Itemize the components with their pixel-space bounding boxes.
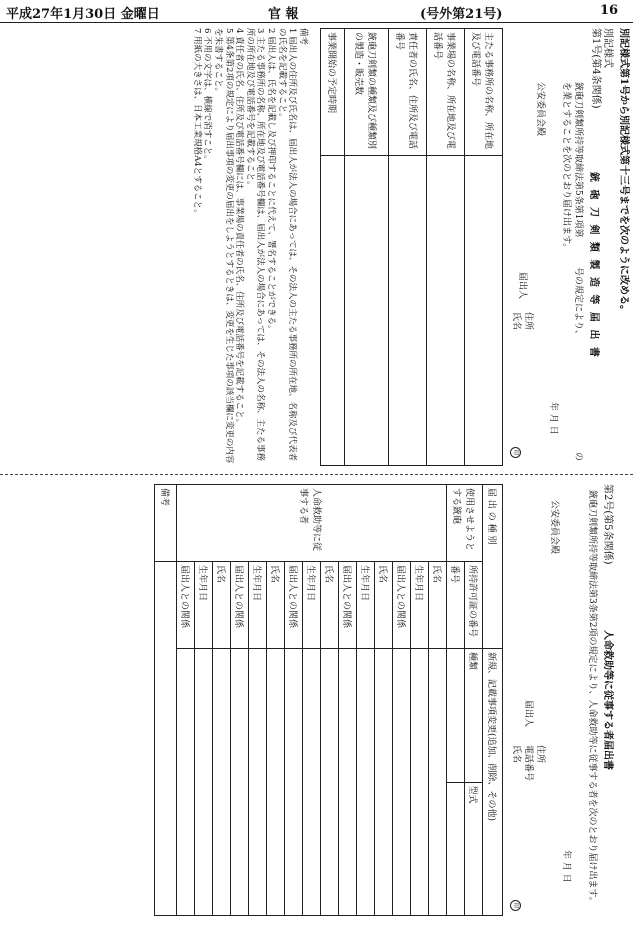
form-divider [0,474,633,475]
form2-applicant-label: 届出人 [523,700,533,728]
form1-row-value [465,156,503,466]
person-col: 届出人との関係 [339,562,357,649]
form2-name-label: 氏名 [511,745,521,764]
form2-address-label: 住所 [535,745,545,764]
person-col: 届出人との関係 [285,562,303,649]
form1-intro: 別記様式第1号から別記様式第十三号までを次のように改める。 [618,28,629,315]
seal-icon: 印 [510,900,521,911]
form2-date: 年 月 日 [561,850,571,883]
form2-table [154,484,503,916]
person-col: 氏名 [267,562,285,649]
note-item: 2 届出人は、氏名を記載し及び押印することに代えて、署名することができる。 [266,28,277,334]
person-col: 届出人との関係 [231,562,249,649]
gun-cell [447,649,465,783]
form1-date: 年 月 日 [548,402,558,435]
header-page-number: 16 [600,3,619,18]
form2-title: 人命救助等に従事する者届出書 [602,630,613,770]
form1-table [320,28,503,466]
form1-heading2: 第1号(第4条関係) [590,28,601,109]
person-col: 届出人との関係 [177,562,195,649]
form1-notes [191,28,308,468]
type-value: 新規、記載事項変更(追加、削除、その他) [483,649,503,916]
gun-cell [447,782,465,916]
header-paper-title: 官 報 [268,7,299,22]
person-col: 生年月日 [249,562,267,649]
person-cell [339,649,357,916]
person-cell [429,649,447,916]
note-item: 5 第4条第2項の規定により届出事項の変更の届出をしようとするときは、変更を生じた事項の該当欄に変更の内容を朱書すること。 [213,28,234,464]
gun-col: 種類 [465,649,483,783]
person-col: 氏名 [213,562,231,649]
person-col: 届出人との関係 [393,562,411,649]
form2-addressee: 公安委員会殿 [549,500,559,555]
person-col: 氏名 [375,562,393,649]
person-cell [249,649,267,916]
person-cell [375,649,393,916]
person-cell [285,649,303,916]
person-cell [357,649,375,916]
gazette-header [0,0,633,23]
form1-statement-b: 号の規定により、 [573,267,583,340]
remarks-cell [155,562,177,916]
form2-panel [0,480,633,920]
person-col: 氏名 [429,562,447,649]
seal-icon: 印 [510,447,521,458]
person-cell [177,649,195,916]
person-col: 生年月日 [303,562,321,649]
remarks-label: 備考 [155,485,177,562]
person-cell [321,649,339,916]
gun-col: 所持許可証の番号 [465,562,483,649]
note-item: 1 届出人の住所及び氏名は、届出人が法人の場合にあっては、その法人の主たる事務所の所在地、名称及び代表者の氏名を記載すること。 [276,28,298,462]
person-col: 生年月日 [195,562,213,649]
form1-name-label: 氏名 [511,312,521,331]
form1-row-value [321,156,345,466]
person-cell [231,649,249,916]
person-cell [411,649,429,916]
header-date: 平成27年1月30日 金曜日 [6,7,160,22]
form1-sub-statement: を業とすることを次のとおり届け出ます。 [561,82,571,253]
person-cell [303,649,321,916]
form1-row-label: 事業開始の予定時期 [321,29,345,156]
gun-col: 番号 [447,562,465,649]
form1-statement-a: 銃砲刀剣類所持等取締法第5条第1項第 [573,82,583,238]
form2-heading: 第2号(第5条関係) [602,484,613,565]
form1-statement-c: の [573,452,583,462]
gun-label: 使用させようとする銃砲 [447,485,483,562]
person-cell [213,649,231,916]
note-item: 6 不用の文字は、横線で消すこと。 [202,28,213,164]
note-item: 7 用紙の大きさは、日本工業規格A4とすること。 [191,28,202,218]
person-group-label: 人命救助等に従事する者 [177,485,447,562]
form2-phone-label: 電話番号 [523,745,533,782]
form1-address-label: 住所 [523,312,533,331]
rotated-content [0,22,633,926]
header-issue: (号外第21号) [420,7,503,22]
form1-row-value [389,156,427,466]
form1-row-value [345,156,389,466]
person-col: 生年月日 [357,562,375,649]
form1-row-label: 主たる事務所の名称、所在地及び電話番号 [465,29,503,156]
person-col: 生年月日 [411,562,429,649]
form1-row-label: 銃砲刀剣類の種類及び種類別の製造・販売数 [345,29,389,156]
form1-row-label: 事業場の名称、所在地及び電話番号 [427,29,465,156]
type-label: 届 出 の 種 別 [483,485,503,649]
gun-col: 型式 [465,782,483,916]
form2-statement: 銃砲刀剣類所持等取締法第3条第2項の規定により、人命救助等に従事する者を次のとおり届け出ます。 [587,490,597,906]
notes-label: 備考 [298,28,308,46]
person-cell [267,649,285,916]
form1-heading1: 別記様式 [602,28,613,68]
form1-addressee: 公安委員会殿 [535,82,545,137]
form1-row-value [427,156,465,466]
form1-row-label: 責任者の氏名、住所及び電話番号 [389,29,427,156]
person-col: 氏名 [321,562,339,649]
note-item: 4 責任者の氏名、住所及び電話番号欄には、事業場の責任者の氏名、住所及び電話番号を記載すること。 [234,28,245,428]
form1-panel [0,22,633,472]
person-cell [393,649,411,916]
note-item: 3 主たる事務所の名称、所在地及び電話番号欄は、届出人が法人の場合にあっては、その法人の名称、主たる事務所の所在地及び電話番号を記載すること。 [244,28,266,462]
form1-applicant-label: 届出人 [517,272,527,300]
page-body [0,22,633,926]
form1-title: 銃 砲 刀 剣 類 製 造 等 届 出 書 [588,172,599,359]
person-cell [195,649,213,916]
